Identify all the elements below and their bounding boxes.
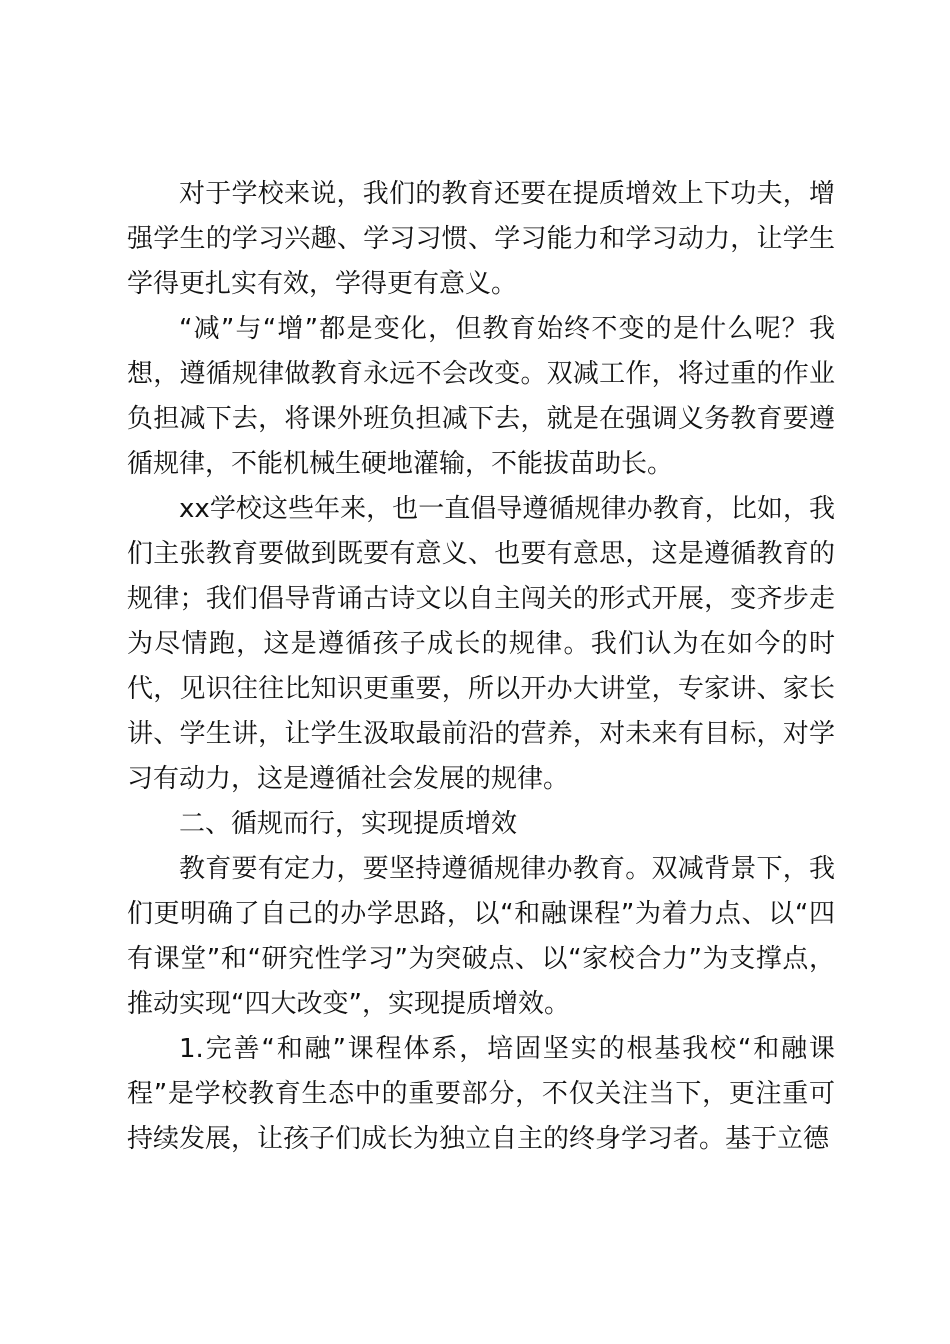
paragraph: “减”与“增”都是变化，但教育始终不变的是什么呢？我想，遵循规律做教育永远不会改变。双减工作，将过重的作业负担减下去，将课外班负担减下去，就是在强调义务教育要遵循规律，不能机械生硬地灌输，不能拔苗助长。	[127, 314, 835, 479]
paragraph: 对于学校来说，我们的教育还要在提质增效上下功夫，增强学生的学习兴趣、学习习惯、学习能力和学习动力，让学生学得更扎实有效，学得更有意义。	[127, 179, 835, 299]
section-heading: 二、循规而行，实现提质增效	[179, 809, 518, 839]
document-body	[127, 172, 835, 1162]
paragraph: 1.完善“和融”课程体系，培固坚实的根基我校“和融课程”是学校教育生态中的重要部分，不仅关注当下，更注重可持续发展，让孩子们成长为独立自主的终身学习者。基于立德	[127, 1034, 835, 1154]
paragraph: 教育要有定力，要坚持遵循规律办教育。双减背景下，我们更明确了自己的办学思路，以“和融课程”为着力点、以“四有课堂”和“研究性学习”为突破点、以“家校合力”为支撑点，推动实现“四大改变”，实现提质增效。	[127, 854, 835, 1019]
paragraph: xx学校这些年来，也一直倡导遵循规律办教育，比如，我们主张教育要做到既要有意义、也要有意思，这是遵循教育的规律；我们倡导背诵古诗文以自主闯关的形式开展，变齐步走为尽情跑，这是遵循孩子成长的规律。我们认为在如今的时代，见识往往比知识更重要，所以开办大讲堂，专家讲、家长讲、学生讲，让学生汲取最前沿的营养，对未来有目标，对学习有动力，这是遵循社会发展的规律。	[127, 494, 835, 794]
